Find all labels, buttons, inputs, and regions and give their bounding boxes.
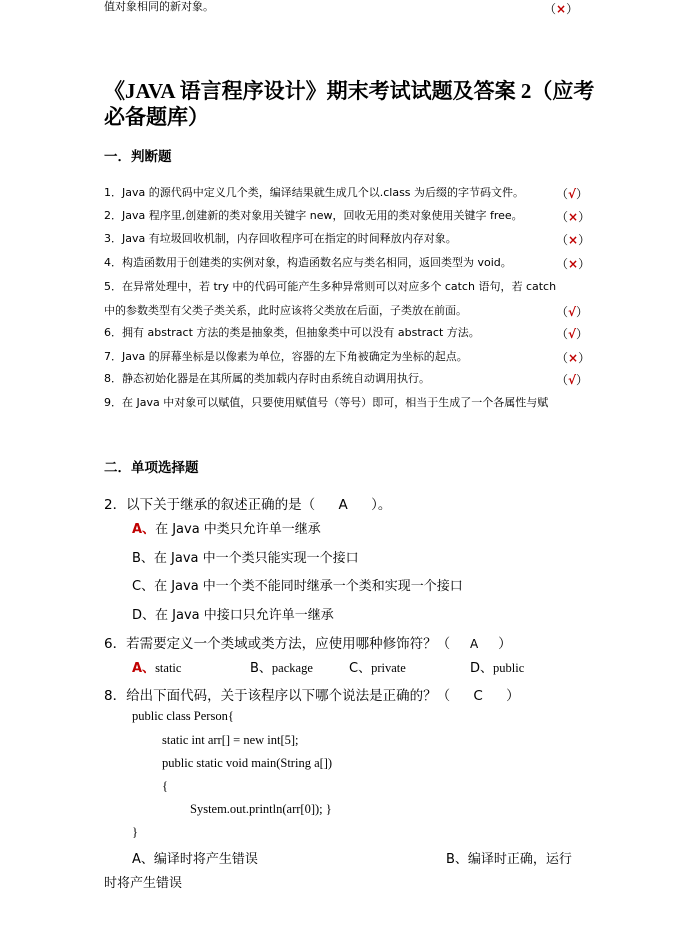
true-false-item-continued: 值对象相同的新对象。 [104,0,214,13]
question-8-option-a: A、编译时将产生错误 [132,852,258,867]
option-letter: B、 [250,661,272,676]
option-text: static [155,661,182,675]
answer-mark: （×） [556,351,591,365]
question-2-stem [104,493,391,513]
option-text: 在 Java 中接口只允许单一继承 [155,608,334,623]
answer-mark: （√） [556,187,589,201]
true-false-item-continued: 中的参数类型有父类子类关系，此时应该将父类放在后面，子类放在前面。 [104,304,467,317]
question-2-stem-pre: 2．以下关于继承的叙述正确的是（ [104,497,316,513]
question-8-stem-post: ） [506,688,520,704]
cross-icon: × [568,233,579,247]
true-false-item: 3．Java 有垃圾回收机制，内存回收程序可在指定的时间释放内存对象。 [104,232,457,245]
code-line-3: public static void main(String a[]) [162,756,333,770]
option-text: package [271,661,313,675]
question-8-option-b-continued: 时将产生错误 [104,876,183,891]
question-8-option-b: B、编译时正确，运行 [446,852,572,867]
question-2-stem-post: ）。 [371,497,392,513]
cross-icon: × [556,2,567,16]
option-text: private [371,661,406,675]
option-text: public [493,661,525,675]
question-2-option-c [132,575,463,594]
answer-mark: （×） [556,233,591,247]
option-text: 在 Java 中一个类只能实现一个接口 [153,551,359,566]
answer-mark: （√） [556,373,589,387]
option-letter: A、 [132,522,156,537]
answer-mark: （×） [544,2,579,16]
option-letter: C、 [349,661,372,676]
answer-mark: （×） [556,257,591,271]
option-letter: D、 [470,661,494,676]
true-false-item: 8．静态初始化器是在其所属的类加载内存时由系统自动调用执行。 [104,372,430,385]
question-2-option-b [132,547,359,566]
question-6-answer: A [469,637,479,651]
code-line-4: { [162,779,168,793]
question-2-option-d [132,604,334,623]
code-line-2: static int arr[] = new int[5]; [162,733,299,747]
section-heading-true-false: 一．判断题 [104,149,172,165]
true-false-item: 1．Java 的源代码中定义几个类，编译结果就生成几个以.class 为后缀的字节码文件。 [104,186,525,199]
option-letter: D、 [132,608,156,623]
answer-mark: （×） [556,210,591,224]
option-letter: B、 [132,551,154,566]
code-line-6: } [132,825,138,839]
option-letter: C、 [132,579,155,594]
true-false-item: 5．在异常处理中，若 try 中的代码可能产生多种异常则可以对应多个 catch 语句，若 catch [104,280,557,293]
section-heading-single-choice: 二．单项选择题 [104,460,199,476]
question-6-stem-pre: 6．若需要定义一个类域或类方法，应使用哪种修饰符？（ [104,636,451,652]
option-text: 在 Java 中一个类不能同时继承一个类和实现一个接口 [154,579,463,594]
answer-mark: （√） [556,305,589,319]
question-6-option-c [349,657,406,676]
question-6-stem [104,632,512,652]
code-line-5: System.out.println(arr[0]); } [190,802,332,816]
question-8-stem [104,684,520,704]
checkmark-icon: √ [568,373,577,387]
true-false-item: 4．构造函数用于创建类的实例对象，构造函数名应与类名相同，返回类型为 void。 [104,256,512,269]
question-2-answer: A [338,497,348,513]
question-6-option-d [470,657,524,676]
document-title-line1: 《JAVA 语言程序设计》期末考试试题及答案 2（应考 [104,79,595,103]
true-false-item: 6．拥有 abstract 方法的类是抽象类，但抽象类中可以没有 abstract 方法。 [104,326,480,339]
cross-icon: × [568,257,579,271]
cross-icon: × [568,351,579,365]
question-8-stem-pre: 8．给出下面代码，关于该程序以下哪个说法是正确的？（ [104,688,451,704]
question-6-option-a [132,657,181,676]
true-false-item: 9．在 Java 中对象可以赋值，只要使用赋值号（等号）即可，相当于生成了一个各属性与赋 [104,396,549,409]
question-6-stem-post: ） [498,636,512,652]
code-line-1: public class Person{ [132,709,234,723]
question-2-option-a [132,518,321,537]
true-false-item: 2．Java 程序里,创建新的类对象用关键字 new，回收无用的类对象使用关键字 free。 [104,209,523,222]
cross-icon: × [568,210,579,224]
document-title-line2: 必备题库） [104,105,209,129]
answer-mark: （√） [556,327,589,341]
question-8-answer: C [473,688,483,704]
checkmark-icon: √ [568,305,577,319]
checkmark-icon: √ [568,327,577,341]
option-text: 在 Java 中类只允许单一继承 [155,522,321,537]
checkmark-icon: √ [568,187,577,201]
question-6-option-b [250,657,313,676]
true-false-item: 7．Java 的屏幕坐标是以像素为单位，容器的左下角被确定为坐标的起点。 [104,350,468,363]
option-letter: A、 [132,661,156,676]
